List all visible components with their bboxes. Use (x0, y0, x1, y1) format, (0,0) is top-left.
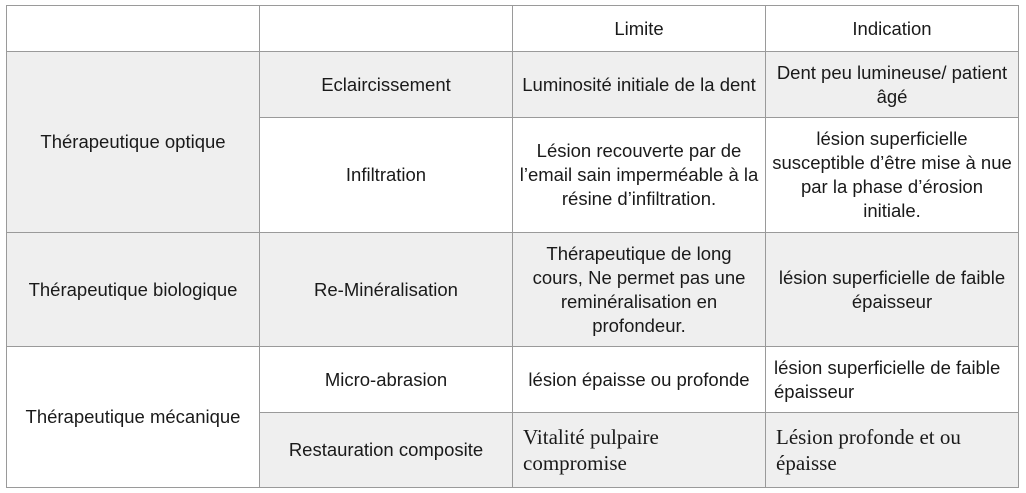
indication-cell: lésion superficielle susceptible d’être mise à nue par la phase d’érosion initiale. (766, 118, 1019, 233)
limite-cell: Lésion recouverte par de l’email sain imperméable à la résine d’infiltration. (513, 118, 766, 233)
indication-cell: Lésion profonde et ou épaisse (766, 413, 1019, 488)
technique-cell: Re-Minéralisation (260, 233, 513, 347)
header-cell-indication: Indication (766, 6, 1019, 52)
table-row (7, 347, 1019, 413)
indication-cell: lésion superficielle de faible épaisseur (766, 347, 1019, 413)
limite-cell: lésion épaisse ou profonde (513, 347, 766, 413)
header-row (7, 6, 1019, 52)
header-cell-empty-1 (7, 6, 260, 52)
technique-cell: Micro-abrasion (260, 347, 513, 413)
technique-cell: Infiltration (260, 118, 513, 233)
technique-cell: Restauration composite (260, 413, 513, 488)
limite-cell: Vitalité pulpaire compromise (513, 413, 766, 488)
table-row (7, 52, 1019, 118)
limite-cell: Luminosité initiale de la dent (513, 52, 766, 118)
group-label-biologique: Thérapeutique biologique (7, 233, 260, 347)
limite-cell: Thérapeutique de long cours, Ne permet pas une reminéralisation en profondeur. (513, 233, 766, 347)
table-row (7, 233, 1019, 347)
technique-cell: Eclaircissement (260, 52, 513, 118)
header-cell-empty-2 (260, 6, 513, 52)
group-label-optique: Thérapeutique optique (7, 52, 260, 233)
header-cell-limite: Limite (513, 6, 766, 52)
group-label-mecanique: Thérapeutique mécanique (7, 347, 260, 488)
indication-cell: lésion superficielle de faible épaisseur (766, 233, 1019, 347)
indication-cell: Dent peu lumineuse/ patient âgé (766, 52, 1019, 118)
therapeutic-comparison-table (6, 5, 1019, 488)
